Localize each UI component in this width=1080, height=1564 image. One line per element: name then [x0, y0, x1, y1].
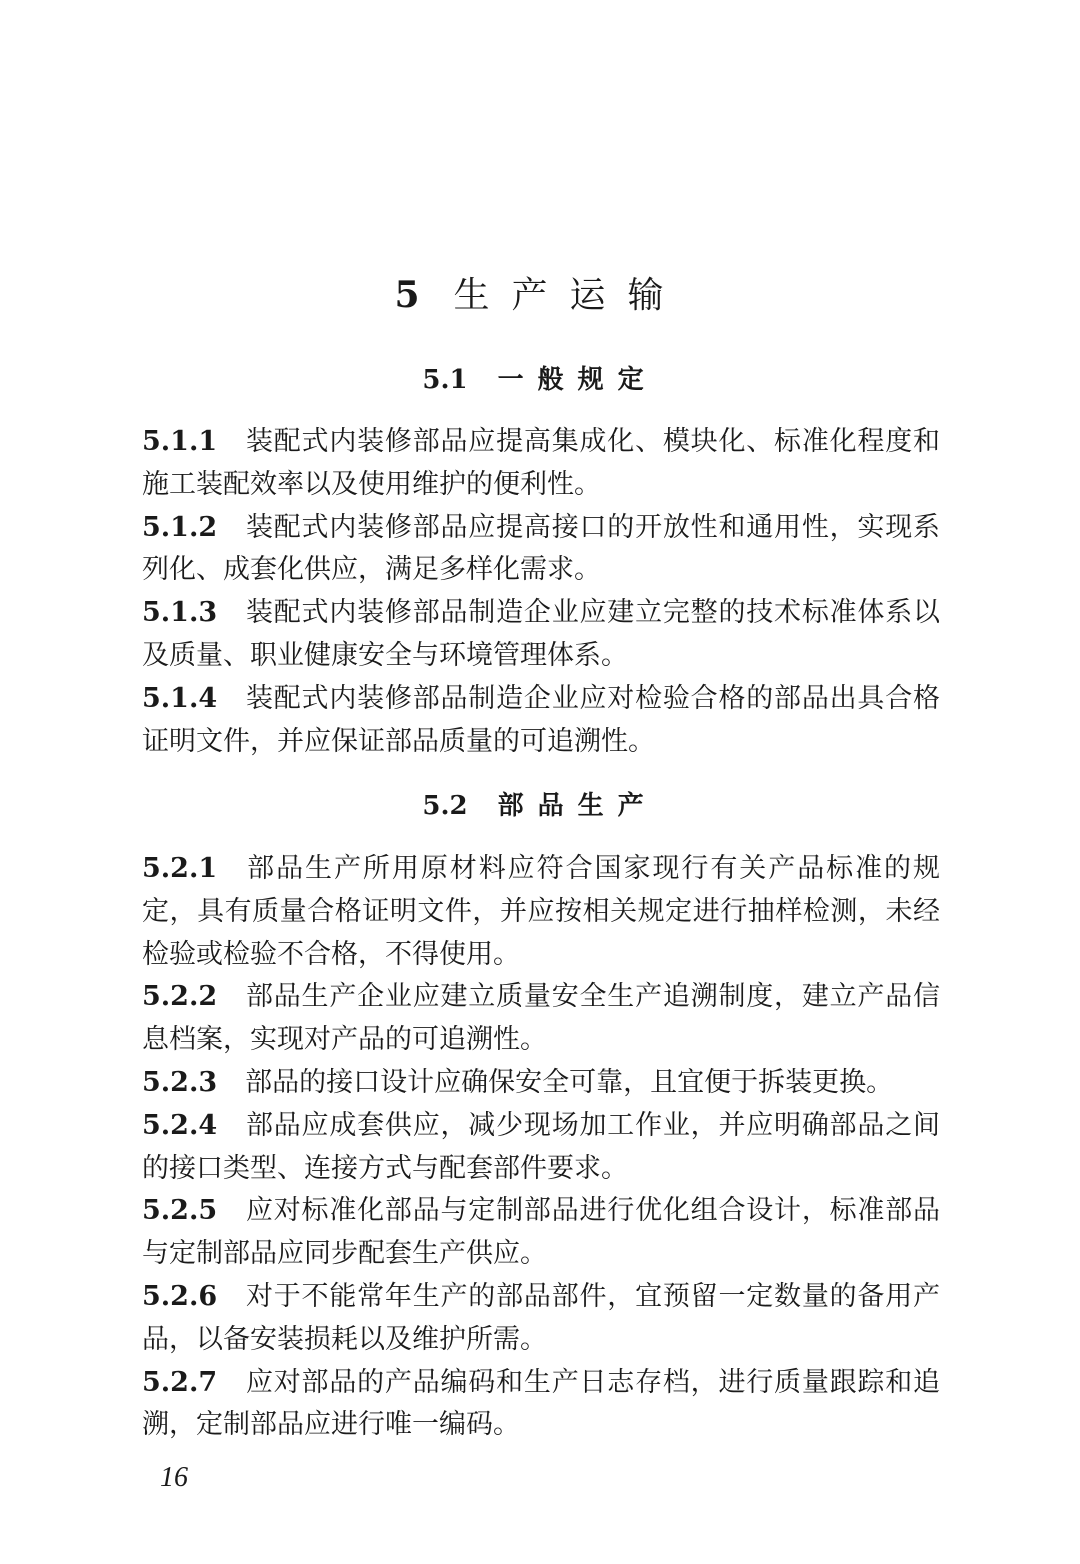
- clause: [142, 1105, 940, 1191]
- clause-text: 装配式内装修部品应提高集成化、模块化、标准化程度和施工装配效率以及使用维护的便利性。: [142, 426, 940, 500]
- clause: [142, 1062, 940, 1105]
- section-5-1-clauses: [142, 421, 940, 763]
- section-heading-5-2: [0, 786, 1080, 826]
- clause-text: 对于不能常年生产的部品部件，宜预留一定数量的备用产品，以备安装损耗以及维护所需。: [142, 1280, 940, 1355]
- clause-text: 部品应成套供应，减少现场加工作业，并应明确部品之间的接口类型、连接方式与配套部件要求。: [142, 1109, 940, 1184]
- clause: [142, 1190, 940, 1276]
- clause-number: 5.1.3: [142, 597, 218, 629]
- clause-text: 装配式内装修部品制造企业应对检验合格的部品出具合格证明文件，并应保证部品质量的可追溯性。: [142, 682, 940, 757]
- clause-text: 装配式内装修部品应提高接口的开放性和通用性，实现系列化、成套化供应，满足多样化需求。: [142, 511, 940, 586]
- section-number: 5.2: [422, 791, 468, 821]
- chapter-heading: [0, 272, 1080, 319]
- clause-number: 5.2.2: [142, 981, 218, 1013]
- page-number: 16: [160, 1462, 188, 1493]
- clause: [142, 1276, 940, 1362]
- clause-text: 装配式内装修部品制造企业应建立完整的技术标准体系以及质量、职业健康安全与环境管理体系。: [142, 597, 940, 671]
- clause-number: 5.2.7: [142, 1366, 218, 1398]
- clause: [142, 421, 940, 507]
- clause-number: 5.1.4: [142, 682, 218, 714]
- clause-number: 5.2.1: [142, 853, 218, 884]
- clause-number: 5.1.1: [142, 426, 218, 457]
- clause: [142, 592, 940, 678]
- clause-text: 部品生产所用原材料应符合国家现行有关产品标准的规定，具有质量合格证明文件，并应按相关规定进行抽样检测，未经检验或检验不合格，不得使用。: [142, 853, 940, 970]
- clause-text: 部品的接口设计应确保安全可靠，且宜便于拆装更换。: [245, 1066, 894, 1098]
- clause-text: 应对部品的产品编码和生产日志存档，进行质量跟踪和追溯，定制部品应进行唯一编码。: [142, 1366, 940, 1441]
- section-number: 5.1: [422, 365, 468, 395]
- clause-text: 应对标准化部品与定制部品进行优化组合设计，标准部品与定制部品应同步配套生产供应。: [142, 1195, 940, 1270]
- clause-number: 5.2.4: [142, 1109, 218, 1141]
- section-heading-5-1: [0, 360, 1080, 400]
- section-title: 部品生产: [497, 791, 658, 821]
- clause: [142, 507, 940, 593]
- section-title: 一般规定: [497, 365, 658, 395]
- clause: [142, 848, 940, 976]
- chapter-number: 5: [394, 274, 420, 316]
- clause-number: 5.2.5: [142, 1195, 218, 1227]
- clause: [142, 976, 940, 1062]
- chapter-title: 生产运输: [453, 275, 686, 316]
- clause-text: 部品生产企业应建立质量安全生产追溯制度，建立产品信息档案，实现对产品的可追溯性。: [142, 981, 940, 1056]
- clause-number: 5.2.3: [142, 1066, 218, 1098]
- clause-number: 5.2.6: [142, 1280, 218, 1312]
- clause: [142, 678, 940, 764]
- clause-number: 5.1.2: [142, 511, 218, 543]
- section-5-2-clauses: [142, 848, 940, 1447]
- clause: [142, 1362, 940, 1448]
